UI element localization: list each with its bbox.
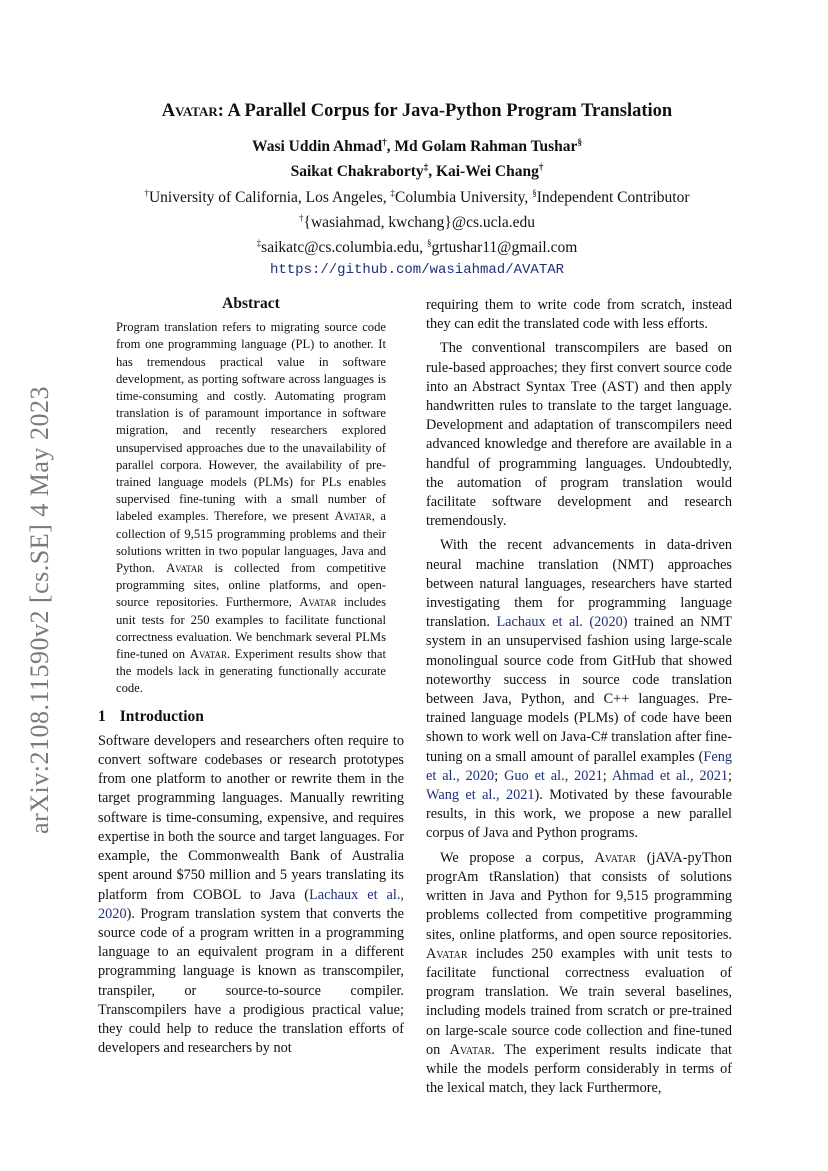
right-paragraph-3: With the recent advancements in data-driven neural machine translation (NMT) approaches between natural languages, researchers have started investigating them for programming language translation. Lachaux et al. (2020) trained an NMT system in an unsupervised fashion using large-scale monolingual source code from GitHub that showed noteworthy success in source code translation between Java, Python, and C++ languages. Pre-trained language models (PLMs) of code have been shown to work well on Java-C# translation after fine-tuning on a small amount of parallel examples (Feng et al., 2020; Guo et al., 2021; Ahmad et al., 2021; Wang et al., 2021). Motivated by these favourable results, in this work, we propose a new parallel corpus of Java and Python programs.	[426, 537, 733, 842]
left-column	[98, 294, 404, 1058]
citation-link[interactable]: Guo et al., 2021	[504, 767, 603, 784]
paper-header	[100, 100, 734, 278]
abstract-title: Abstract	[222, 295, 280, 312]
arxiv-sidebar	[20, 370, 60, 850]
right-paragraph-2: The conventional transcompilers are based on rule-based approaches; they first convert source code into an Abstract Syntax Tree (AST) and then apply handwritten rules to translate to the target language. Development and adaptation of transcompilers need advanced knowledge and therefore are available in a handful of programming languages. Undoubtedly, the automation of program translation would facilitate software development and research tremendously.	[426, 340, 732, 530]
citation-link[interactable]: Lachaux et al., 2020	[98, 886, 404, 922]
affiliations: †University of California, Los Angeles, ‡Columbia University, §Independent Contributor	[144, 187, 690, 206]
intro-paragraph: Software developers and researchers often require to convert software codebases or research prototypes from one platform to another or rewrite them in the target programming languages. Manually rewriting software is time-consuming, expensive, and requires expertise in both the source and target languages. For example, the Commonwealth Bank of Australia spent around $750 million and 5 years translating its platform from COBOL to Java (Lachaux et al., 2020). Program translation system that converts the source code of a program written in a programming language to an equivalent program in a different programming language is known as transcompiler, transpiler, or source-to-source compiler. Transcompilers have a prodigious practical value; they could help to reduce the translation efforts of developers and researchers by not	[98, 732, 404, 1057]
github-link[interactable]: https://github.com/wasiahmad/AVATAR	[269, 261, 565, 278]
citation-link[interactable]: Lachaux et al. (2020)	[496, 614, 628, 631]
right-paragraph-1: requiring them to write code from scratch, instead they can edit the translated code with less efforts.	[426, 297, 732, 333]
citation-link[interactable]: Feng et al., 2020	[426, 748, 732, 784]
section-heading-introduction: 1 Introduction	[98, 707, 204, 725]
author-line-1: Wasi Uddin Ahmad†, Md Golam Rahman Tushar§	[252, 137, 582, 156]
citation-link[interactable]: Wang et al., 2021	[426, 787, 535, 804]
right-paragraph-4: We propose a corpus, Avatar (jAVA-pyThon progrAm tRanslation) that consists of solutions written in Java and Python for 9,515 programming problems collected from competitive programming sites, online platforms, and open source repositories. Avatar includes 250 examples with unit tests to facilitate functional correctness evaluation of program translation. We train several baselines, including models trained from scratch or pre-trained on large-scale source code collection and fine-tuned on Avatar. The experiment results indicate that while the models perform considerably in terms of the lexical match, they lack Furthermore,	[426, 849, 732, 1097]
email-line-1: †{wasiahmad, kwchang}@cs.ucla.edu	[299, 212, 535, 231]
arxiv-identifier: arXiv:2108.11590v2 [cs.SE] 4 May 2023	[25, 386, 54, 834]
right-column	[426, 296, 732, 1098]
abstract-text: Program translation refers to migrating source code from one programming language (PL) to another. It has tremendous practical value in software development, as porting software across languages is time-consuming and costly. Automating program translation is of paramount importance in software migration, and recently researchers explored unsupervised approaches due to the unavailability of parallel corpora. However, the availability of pre-trained language models (PLMs) for PLs enables supervised fine-tuning with a small number of labeled examples. Therefore, we present Avatar, a collection of 9,515 programming problems and their solutions written in two popular languages, Java and Python. Avatar is collected from competitive programming sites, online platforms, and open-source repositories. Furthermore, Avatar includes unit tests for 250 examples to facilitate functional correctness evaluation. We benchmark several PLMs fine-tuned on Avatar. Experiment results show that the models lack in generating functionally accurate code.	[116, 320, 387, 696]
paper-title: Avatar: A Parallel Corpus for Java-Python Program Translation	[161, 101, 673, 121]
citation-link[interactable]: Ahmad et al., 2021	[611, 767, 729, 784]
author-line-2: Saikat Chakraborty‡, Kai-Wei Chang†	[290, 162, 544, 181]
email-line-2: ‡saikatc@cs.columbia.edu, §grtushar11@gmail.com	[256, 237, 578, 256]
